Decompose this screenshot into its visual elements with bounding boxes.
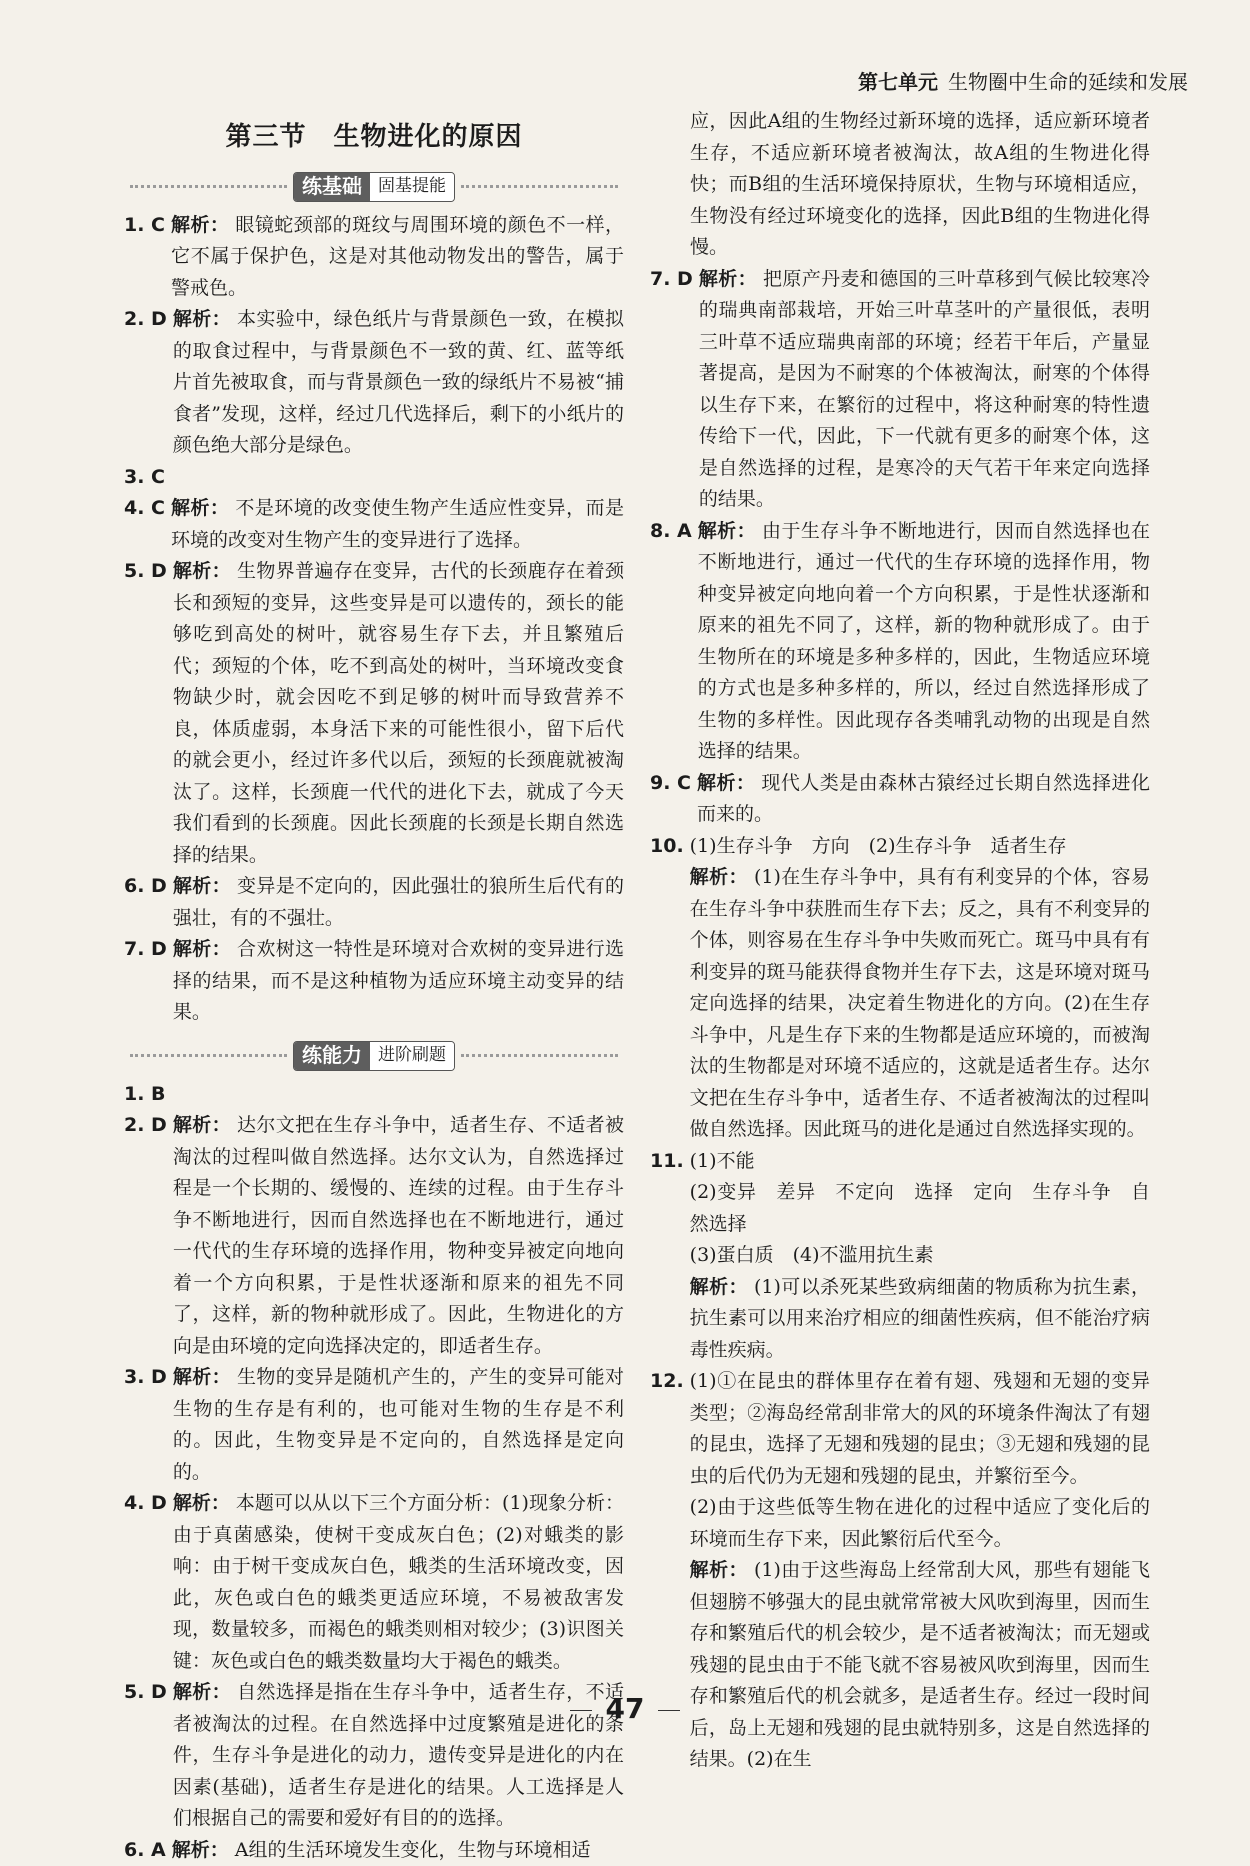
answer-item [124,1488,624,1677]
analysis-text: 不是环境的改变使生物产生适应性变异，而是环境的改变对生物产生的变异进行了选择。 [171,497,624,551]
answer-number: 1. B [124,1079,166,1111]
answer-body [173,304,624,462]
answer-number: 10. [650,831,684,1146]
answer-item [650,768,1150,831]
answer-item [124,304,624,462]
answer-number: 9. C [650,768,691,831]
answer-number: 1. C [124,210,165,305]
divider [658,1710,680,1711]
analysis-text: 现代人类是由森林古猿经过长期自然选择进化而来的。 [697,772,1150,826]
analysis-label: 解析： [173,308,231,330]
analysis-label: 解析： [173,875,231,897]
answer-item [124,934,624,1029]
right-column [650,106,1150,1776]
analysis-label: 解析： [697,772,755,794]
page-number [0,1692,1250,1725]
answer-body [698,516,1150,768]
answer-number: 7. D [124,934,167,1029]
answer-body [173,934,624,1029]
answer-line: (1)①在昆虫的群体里存在着有翅、残翅和无翅的变异类型；②海岛经常刮非常大的风的环境条件淘汰了有翅的昆虫，选择了无翅和残翅的昆虫；③无翅和残翅的昆虫的后代仍为无翅和残翅的昆虫，并繁衍至今。 [690,1366,1150,1492]
answer-number: 5. D [124,556,167,871]
section-title: 第三节 生物进化的原因 [124,122,624,154]
analysis-label: 解析： [690,1276,748,1298]
analysis-text: 达尔文把在生存斗争中，适者生存、不适者被淘汰的过程叫做自然选择。达尔文认为，自然选择过程是一个长期的、缓慢的、连续的过程。由于生存斗争不断地进行，因而自然选择也在不断地进行，通过一代代的生存环境的选择作用，物种变异被定向地向着一个方向积累，于是性状逐渐和原来的祖先不同了，这样，新的物种就形成了。因此，生物进化的方向是由环境的定向选择决定的，即适者生存。 [173,1114,624,1357]
analysis-text: 把原产丹麦和德国的三叶草移到气候比较寒冷的瑞典南部栽培，开始三叶草茎叶的产量很低，表明三叶草不适应瑞典南部的环境；经若干年后，产量显著提高，是因为不耐寒的个体被淘汰，耐寒的个体得以生存下来，在繁衍的过程中，将这种耐寒的特性遗传给下一代，因此，下一代就有更多的耐寒个体，这是自然选择的过程，是寒冷的天气若干年来定向选择的结果。 [699,268,1150,511]
answer-item [650,516,1150,768]
divider [130,185,287,188]
answer-item [124,1835,624,1866]
unit-title: 生物圈中生命的延续和发展 [948,70,1188,94]
answer-number: 2. D [124,304,167,462]
analysis-label: 解析： [173,1492,230,1514]
answer-body [173,871,624,934]
analysis-label: 解析： [171,214,229,236]
banner-sub-label: 进阶刷题 [370,1042,454,1070]
analysis-label: 解析： [171,497,229,519]
answer-number: 3. D [124,1362,167,1488]
answer-body [697,768,1150,831]
answer-number: 7. D [650,264,693,516]
answer-number: 4. C [124,493,165,556]
banner-label [293,172,455,202]
answer-item [124,1110,624,1362]
analysis-label: 解析： [690,1559,748,1581]
page-header [858,66,1188,95]
answer-number: 12. [650,1366,684,1776]
analysis-text: 合欢树这一特性是环境对合欢树的变异进行选择的结果，而不是这种植物为适应环境主动变异的结果。 [173,938,624,1023]
answer-number: 2. D [124,1110,167,1362]
analysis-text: 由于生存斗争不断地进行，因而自然选择也在不断地进行，通过一代代的生存环境的选择作用，物种变异被定向地向着一个方向积累，于是性状逐渐和原来的祖先不同了，这样，新的物种就形成了。由于生物所在的环境是多种多样的，因此，生物适应环境的方式也是多种多样的，所以，经过自然选择形成了生物的多样性。因此现存各类哺乳动物的出现是自然选择的结果。 [698,520,1150,763]
banner-main-label: 练能力 [294,1042,370,1070]
analysis-text: 眼镜蛇颈部的斑纹与周围环境的颜色不一样，它不属于保护色，这是对其他动物发出的警告，属于警戒色。 [171,214,624,299]
analysis-text: 自然选择是指在生存斗争中，适者生存，不适者被淘汰的过程。在自然选择中过度繁殖是进化的条件，生存斗争是进化的动力，遗传变异是进化的内在因素(基础)，适者生存是进化的结果。人工选择是人们根据自己的需要和爱好有目的的选择。 [173,1681,624,1829]
answer-item [650,264,1150,516]
answer-number: 8. A [650,516,692,768]
banner-basic [124,170,624,204]
answer-line: (2)由于这些低等生物在进化的过程中适应了变化后的环境而生存下来，因此繁衍后代至今。 [690,1492,1150,1555]
answer-item [124,871,624,934]
answer-line: (1)不能 [690,1146,1150,1178]
divider [461,1054,618,1057]
answer-number: 6. D [124,871,167,934]
answer-item [124,1079,624,1111]
unit-label: 第七单元 [858,70,938,94]
analysis-label: 解析： [173,938,231,960]
answer-number: 5. D [124,1677,167,1835]
answer-line: (3)蛋白质 (4)不滥用抗生素 [690,1240,1150,1272]
answer-body [690,1146,1150,1367]
analysis-block [690,1555,1150,1776]
answer-item [124,493,624,556]
answer-body [173,1110,624,1362]
divider [461,185,618,188]
banner-sub-label: 固基提能 [370,173,454,201]
banner-main-label: 练基础 [294,173,370,201]
answer-number: 4. D [124,1488,167,1677]
analysis-text: 本题可以从以下三个方面分析：(1)现象分析：由于真菌感染，使树干变成灰白色；(2)对蛾类的影响：由于树干变成灰白色，蛾类的生活环境改变，因此，灰色或白色的蛾类更适应环境，不易被敌害发现，数量较多，而褐色的蛾类则相对较少；(3)识图关键：灰色或白色的蛾类数量均大于褐色的蛾类。 [173,1492,624,1672]
analysis-label: 解析： [173,1366,231,1388]
analysis-label: 解析： [173,560,231,582]
analysis-label: 解析： [173,1681,231,1703]
analysis-block [690,862,1150,1146]
answer-item [124,210,624,305]
analysis-label: 解析： [698,520,756,542]
analysis-label: 解析： [699,268,757,290]
answer-item [124,556,624,871]
answer-line: (1)生存斗争 方向 (2)生存斗争 适者生存 [690,831,1150,863]
answer-item [650,1146,1150,1367]
analysis-text: 生物的变异是随机产生的，产生的变异可能对生物的生存是有利的，也可能对生物的生存是不利的。因此，生物变异是不定向的，自然选择是定向的。 [173,1366,624,1483]
page-number-text: 47 [606,1692,645,1725]
analysis-text: (1)可以杀死某些致病细菌的物质称为抗生素，抗生素可以用来治疗相应的细菌性疾病，但不能治疗病毒性疾病。 [690,1276,1150,1361]
analysis-label: 解析： [173,1114,231,1136]
answer-body [690,831,1150,1146]
analysis-text: A组的生活环境发生变化，生物与环境相适 [235,1839,591,1861]
answer-item [124,1362,624,1488]
divider [130,1054,287,1057]
analysis-text: 生物界普遍存在变异，古代的长颈鹿存在着颈长和颈短的变异，这些变异是可以遗传的，颈长的能够吃到高处的树叶，就容易生存下去，并且繁殖后代；颈短的个体，吃不到高处的树叶，当环境改变食物缺少时，就会因吃不到足够的树叶而导致营养不良，体质虚弱，本身活下来的可能性很小，留下后代的就会更小，经过许多代以后，颈短的长颈鹿就被淘汰了。这样，长颈鹿一代代的进化下去，就成了今天我们看到的长颈鹿。因此长颈鹿的长颈是长期自然选择的结果。 [173,560,624,866]
answer-body [171,493,624,556]
answer-body [172,1835,624,1866]
left-column [124,108,624,1866]
answer-body [173,1488,624,1677]
answer-body [173,556,624,871]
answer-number: 3. C [124,462,165,494]
answer-body [173,1362,624,1488]
answer-body [171,210,624,305]
answer-number: 6. A [124,1835,166,1866]
divider [570,1710,592,1711]
analysis-label: 解析： [690,866,748,888]
analysis-block [690,1272,1150,1367]
analysis-text: 本实验中，绿色纸片与背景颜色一致，在模拟的取食过程中，与背景颜色不一致的黄、红、蓝等纸片首先被取食，而与背景颜色一致的绿纸片不易被“捕食者”发现，这样，经过几代选择后，剩下的小纸片的颜色绝大部分是绿色。 [173,308,624,456]
answer-item [124,462,624,494]
answer-item [650,831,1150,1146]
answer-number: 11. [650,1146,684,1367]
answer-line: (2)变异 差异 不定向 选择 定向 生存斗争 自然选择 [690,1177,1150,1240]
analysis-text: (1)在生存斗争中，具有有利变异的个体，容易在生存斗争中获胜而生存下去；反之，具有不利变异的个体，则容易在生存斗争中失败而死亡。斑马中具有有利变异的斑马能获得食物并生存下去，这是环境对斑马定向选择的结果，决定着生物进化的方向。(2)在生存斗争中，凡是生存下来的生物都是适应环境的，而被淘汰的生物都是对环境不适应的，这就是适者生存。达尔文把在生存斗争中，适者生存、不适者被淘汰的过程叫做自然选择。因此斑马的进化是通过自然选择实现的。 [690,866,1150,1140]
analysis-text: 变异是不定向的，因此强壮的狼所生后代有的强壮，有的不强壮。 [173,875,624,929]
banner-ability [124,1039,624,1073]
banner-label [293,1041,455,1071]
analysis-label: 解析： [172,1839,229,1861]
answer-body [699,264,1150,516]
analysis-text: (1)由于这些海岛上经常刮大风，那些有翅能飞但翅膀不够强大的昆虫就常常被大风吹到海里，因而生存和繁殖后代的机会较少，是不适者被淘汰；而无翅或残翅的昆虫由于不能飞就不容易被风吹到海里，因而生存和繁殖后代的机会就多，是适者生存。经过一段时间后，岛上无翅和残翅的昆虫就特别多，这是自然选择的结果。(2)在生 [690,1559,1150,1770]
continuation-text: 应，因此A组的生物经过新环境的选择，适应新环境者生存，不适应新环境者被淘汰，故A组的生物进化得快；而B组的生活环境保持原状，生物与环境相适应，生物没有经过环境变化的选择，因此B组的生物进化得慢。 [650,106,1150,264]
